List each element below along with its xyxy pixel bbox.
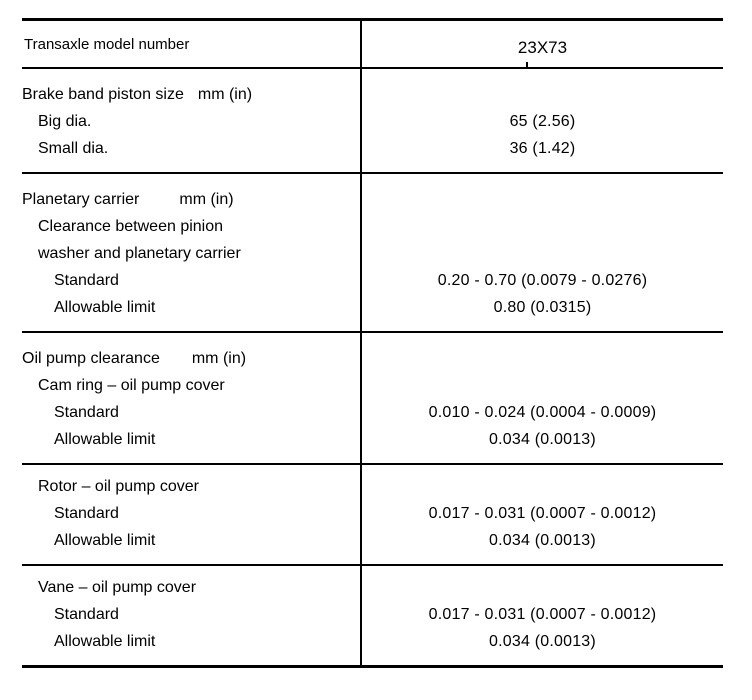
brake-band-row <box>22 69 723 174</box>
vane-limit-label: Allowable limit <box>54 633 156 650</box>
brake-band-labels <box>22 69 362 172</box>
cam-ring-label: Cam ring – oil pump cover <box>38 377 225 394</box>
vane-row <box>22 566 723 665</box>
cam-ring-labels <box>22 333 362 463</box>
planetary-values <box>362 174 723 331</box>
planetary-unit: mm (in) <box>179 191 234 208</box>
blank-line <box>362 345 723 372</box>
vane-standard-value: 0.017 - 0.031 (0.0007 - 0.0012) <box>428 606 657 623</box>
blank-line <box>362 213 723 240</box>
oil-pump-title-line <box>22 345 360 372</box>
small-dia-label: Small dia. <box>38 140 109 157</box>
planetary-desc-line2: washer and planetary carrier <box>38 245 241 262</box>
column-tick <box>526 62 528 67</box>
transaxle-model-value: 23X73 <box>517 38 568 57</box>
rotor-standard-label: Standard <box>54 505 119 522</box>
header-left <box>22 21 362 67</box>
blank-line <box>362 574 723 601</box>
rotor-label: Rotor – oil pump cover <box>38 478 199 495</box>
vane-values <box>362 566 723 665</box>
big-dia-label: Big dia. <box>38 113 92 130</box>
planetary-limit-label: Allowable limit <box>54 299 156 316</box>
brake-band-title: Brake band piston size <box>22 86 184 103</box>
brake-band-unit: mm (in) <box>197 86 253 103</box>
header-row <box>22 21 723 69</box>
blank-line <box>362 81 723 108</box>
blank-line <box>362 240 723 267</box>
header-right <box>362 21 723 67</box>
blank-line <box>362 186 723 213</box>
vane-labels <box>22 566 362 665</box>
transaxle-model-label: Transaxle model number <box>24 35 190 53</box>
brake-band-title-line <box>22 81 360 108</box>
cam-ring-standard-value: 0.010 - 0.024 (0.0004 - 0.0009) <box>428 404 657 421</box>
spec-table <box>22 18 723 668</box>
cam-ring-limit-label: Allowable limit <box>54 431 156 448</box>
planetary-carrier-row <box>22 174 723 333</box>
planetary-standard-value: 0.20 - 0.70 (0.0079 - 0.0276) <box>437 272 648 289</box>
vane-label: Vane – oil pump cover <box>38 579 197 596</box>
cam-ring-standard-label: Standard <box>54 404 119 421</box>
blank-line <box>362 473 723 500</box>
vane-standard-label: Standard <box>54 606 119 623</box>
planetary-title-line <box>22 186 360 213</box>
cam-ring-values <box>362 333 723 463</box>
planetary-labels <box>22 174 362 331</box>
rotor-labels <box>22 465 362 564</box>
planetary-title: Planetary carrier <box>22 191 140 208</box>
rotor-standard-value: 0.017 - 0.031 (0.0007 - 0.0012) <box>428 505 657 522</box>
rotor-values <box>362 465 723 564</box>
rotor-limit-label: Allowable limit <box>54 532 156 549</box>
blank-line <box>362 372 723 399</box>
oil-pump-unit: mm (in) <box>191 350 247 367</box>
rotor-row <box>22 465 723 566</box>
rotor-limit-value: 0.034 (0.0013) <box>489 532 596 549</box>
brake-band-values <box>362 69 723 172</box>
planetary-standard-label: Standard <box>54 272 119 289</box>
small-dia-value: 36 (1.42) <box>509 140 576 157</box>
oil-pump-title: Oil pump clearance <box>22 350 160 367</box>
cam-ring-row <box>22 333 723 465</box>
big-dia-value: 65 (2.56) <box>509 113 576 130</box>
planetary-desc-line1: Clearance between pinion <box>38 218 224 235</box>
vane-limit-value: 0.034 (0.0013) <box>489 633 596 650</box>
planetary-limit-value: 0.80 (0.0315) <box>493 299 592 316</box>
cam-ring-limit-value: 0.034 (0.0013) <box>489 431 596 448</box>
